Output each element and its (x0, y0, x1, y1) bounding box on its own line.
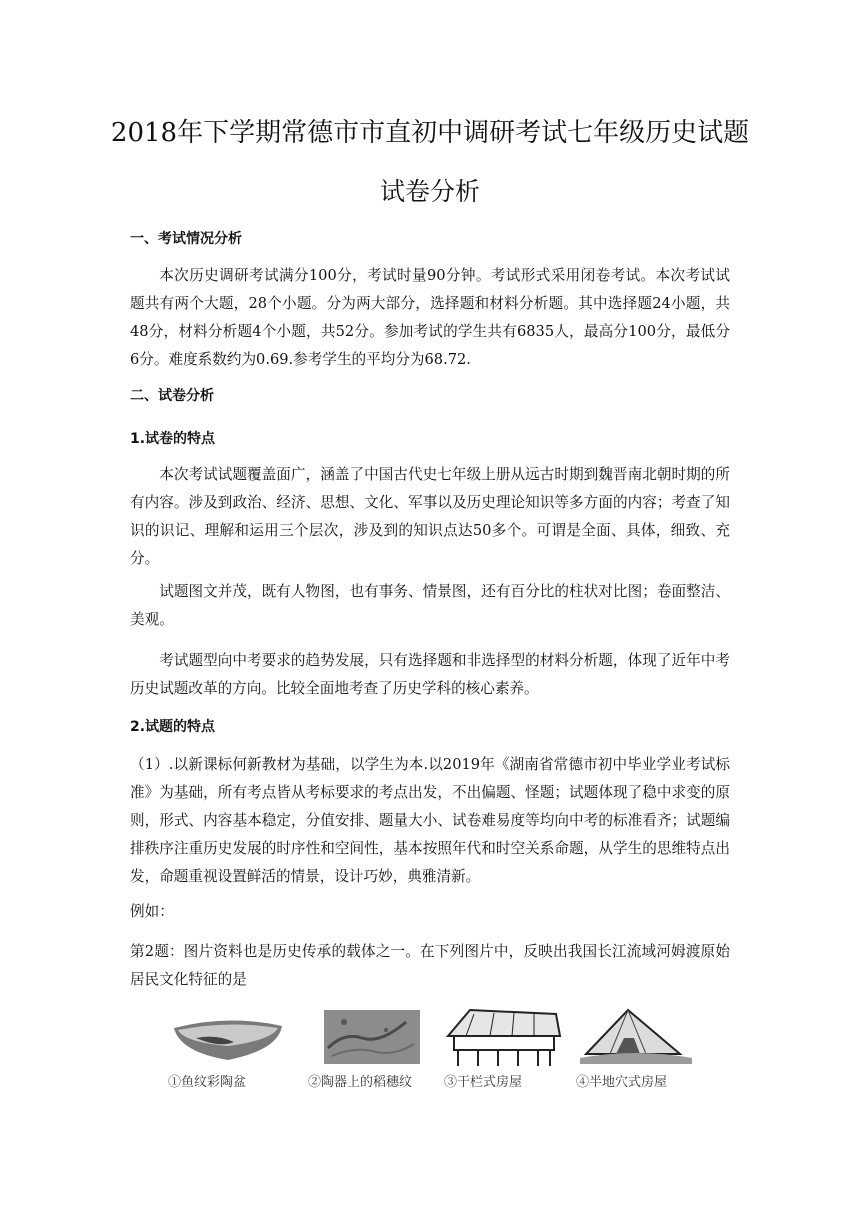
figure-2 (308, 1008, 434, 1098)
section1-heading: 一、考试情况分析 (130, 231, 242, 247)
figure-2-caption: ②陶器上的稻穗纹 (308, 1075, 413, 1090)
sub2-paragraph-1: （1）.以新课标何新教材为基础，以学生为本.以2019年《湖南省常德市初中毕业学业考试标准》为基础，所有考点皆从考标要求的考点出发，不出偏题、怪题；试题体现了稳中求变的原则，形式、内容基本稳定，分值安排、题量大小、试卷难易度等均向中考的标准看齐；试题编排秩序注重历史发展的时序性和空间性，基本按照年代和时空关系命题，从学生的思维特点出发，命题重视设置鲜活的情景，设计巧妙，典雅清新。 (130, 756, 730, 885)
figure-4-caption: ④半地穴式房屋 (576, 1075, 668, 1090)
figure-3 (444, 1008, 564, 1098)
sub2-heading: 2.试题的特点 (130, 719, 216, 735)
document-title: 2018年下学期常德市市直初中调研考试七年级历史试题 (110, 118, 750, 148)
section2-heading: 二、试卷分析 (130, 388, 214, 404)
pottery-basin-icon (168, 1008, 288, 1068)
figure-1 (168, 1008, 288, 1098)
example-label: 例如： (130, 903, 174, 920)
question-figures (168, 1008, 698, 1098)
document-subtitle: 试卷分析 (379, 177, 480, 206)
sub1-paragraph-2: 试题图文并茂，既有人物图，也有事务、情景图，还有百分比的柱状对比图；卷面整洁、美观。 (130, 583, 730, 628)
figure-1-caption: ①鱼纹彩陶盆 (168, 1075, 247, 1090)
sub1-paragraph-1: 本次考试试题覆盖面广，涵盖了中国古代史七年级上册从远古时期到魏晋南北朝时期的所有内容。涉及到政治、经济、思想、文化、军事以及历史理论知识等多方面的内容；考查了知识的识记、理解和运用三个层次，涉及到的知识点达50多个。可谓是全面、具体，细致、充分。 (130, 466, 730, 567)
rice-pattern-icon (314, 1008, 434, 1068)
section1-text: 本次历史调研考试满分100分，考试时量90分钟。考试形式采用闭卷考试。本次考试试题共有两个大题，28个小题。分为两大部分，选择题和材料分析题。其中选择题24小题，共48分，材料分析题4个小题，共52分。参加考试的学生共有6835人，最高分100分，最低分6分。难度系数约为0.69.参考学生的平均分为68.72. (130, 267, 730, 368)
figure-3-caption: ③干栏式房屋 (444, 1075, 523, 1090)
question-2-text: 第2题：图片资料也是历史传承的载体之一。在下列图片中，反映出我国长江流域河姆渡原始居民文化特征的是 (130, 943, 730, 988)
sub1-heading: 1.试卷的特点 (130, 431, 216, 447)
semi-pit-house-icon (576, 1008, 696, 1068)
stilt-house-icon (444, 1008, 564, 1068)
sub1-paragraph-3: 考试题型向中考要求的趋势发展，只有选择题和非选择型的材料分析题，体现了近年中考历史试题改革的方向。比较全面地考查了历史学科的核心素养。 (130, 652, 730, 697)
figure-4 (576, 1008, 696, 1098)
